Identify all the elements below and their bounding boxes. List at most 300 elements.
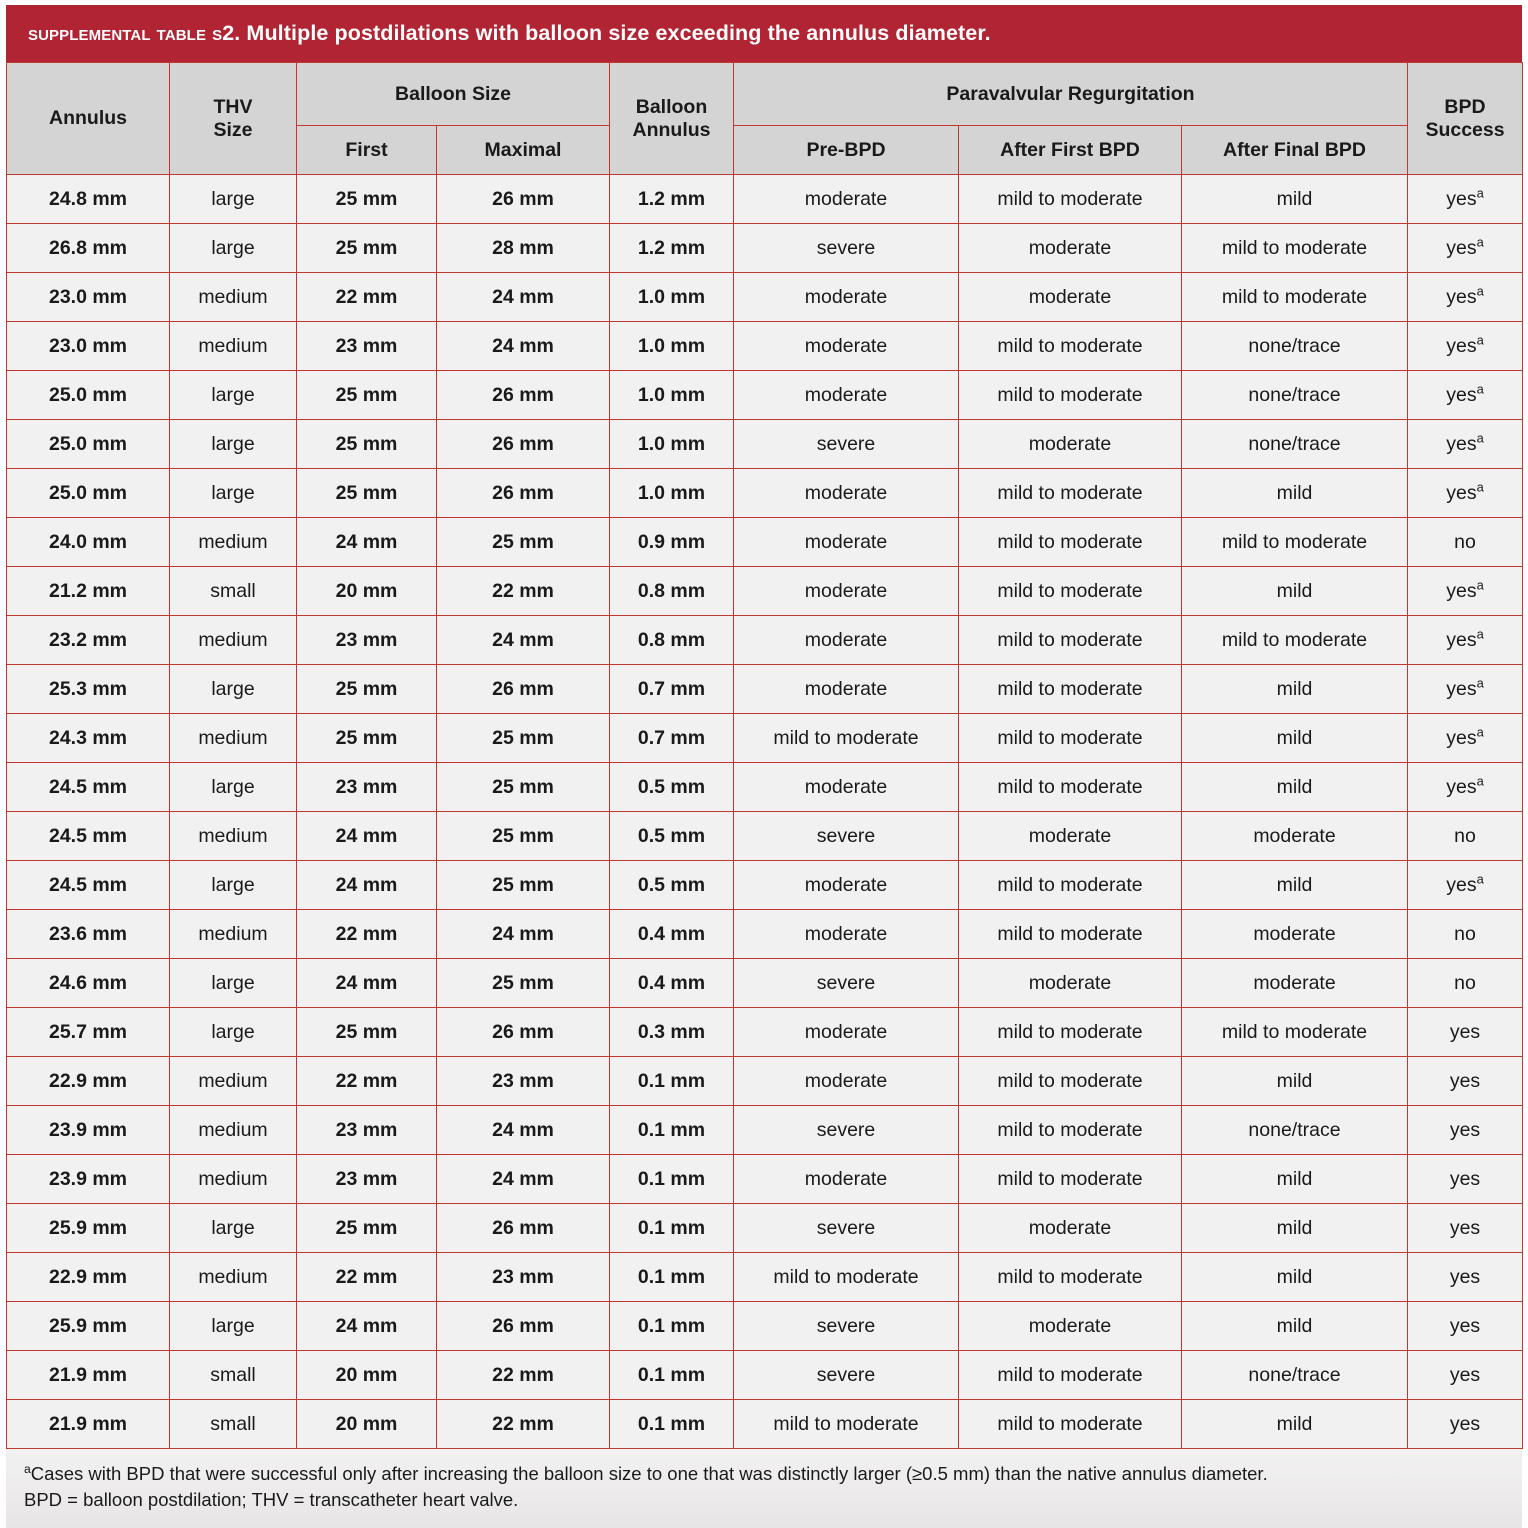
- cell-after-first: moderate: [959, 1302, 1182, 1351]
- cell-after-first: mild to moderate: [959, 910, 1182, 959]
- cell-annulus: 25.0 mm: [7, 469, 170, 518]
- table-row: [7, 616, 1523, 665]
- bpd-success-value: yes: [1446, 432, 1477, 455]
- cell-balloon-annulus: 0.7 mm: [610, 714, 734, 763]
- cell-first: 24 mm: [297, 518, 437, 567]
- cell-annulus: 21.2 mm: [7, 567, 170, 616]
- table-caption-body: Multiple postdilations with balloon size exceeding the annulus diameter.: [240, 21, 991, 45]
- cell-bpd-success: [1408, 175, 1523, 224]
- table-row: [7, 1155, 1523, 1204]
- cell-after-final: mild: [1182, 469, 1408, 518]
- cell-annulus: 21.9 mm: [7, 1351, 170, 1400]
- cell-bpd-success: [1408, 1351, 1523, 1400]
- cell-after-final: none/trace: [1182, 1106, 1408, 1155]
- cell-thv: large: [170, 371, 297, 420]
- cell-first: 20 mm: [297, 567, 437, 616]
- cell-bpd-success: [1408, 224, 1523, 273]
- cell-maximal: 25 mm: [437, 518, 610, 567]
- cell-bpd-success: [1408, 469, 1523, 518]
- cell-balloon-annulus: 0.1 mm: [610, 1057, 734, 1106]
- bpd-success-footnote-marker: a: [1476, 479, 1484, 494]
- column-group-header-paravalvular-regurgitation: Paravalvular Regurgitation: [734, 63, 1408, 126]
- bpd-success-value: yes: [1446, 285, 1477, 308]
- bpd-success-footnote-marker: a: [1476, 577, 1484, 592]
- cell-bpd-success: [1408, 1253, 1523, 1302]
- cell-pre: severe: [734, 1351, 959, 1400]
- cell-maximal: 26 mm: [437, 1008, 610, 1057]
- bpd-success-footnote-marker: a: [1476, 871, 1484, 886]
- bpd-success-value: yes: [1449, 1216, 1481, 1239]
- footnote-text-1: Cases with BPD that were successful only after increasing the balloon size to one that was distinctly larger (≥0.5 mm) than the native annulus diameter.: [30, 1463, 1268, 1484]
- cell-bpd-success: [1408, 420, 1523, 469]
- cell-first: 20 mm: [297, 1351, 437, 1400]
- cell-after-final: moderate: [1182, 910, 1408, 959]
- cell-thv: large: [170, 1008, 297, 1057]
- cell-maximal: 25 mm: [437, 861, 610, 910]
- cell-maximal: 24 mm: [437, 1106, 610, 1155]
- cell-after-first: mild to moderate: [959, 861, 1182, 910]
- cell-annulus: 26.8 mm: [7, 224, 170, 273]
- cell-annulus: 24.5 mm: [7, 812, 170, 861]
- column-header-thv-size: [170, 63, 297, 175]
- cell-annulus: 23.9 mm: [7, 1106, 170, 1155]
- table-row: [7, 371, 1523, 420]
- cell-balloon-annulus: 0.5 mm: [610, 861, 734, 910]
- cell-bpd-success: [1408, 322, 1523, 371]
- cell-pre: moderate: [734, 273, 959, 322]
- column-header-annulus: Annulus: [7, 63, 170, 175]
- cell-after-first: mild to moderate: [959, 665, 1182, 714]
- table-header: [7, 63, 1523, 175]
- bpd-success-value: yes: [1449, 1314, 1481, 1337]
- cell-pre: moderate: [734, 763, 959, 812]
- cell-annulus: 24.3 mm: [7, 714, 170, 763]
- cell-first: 25 mm: [297, 224, 437, 273]
- cell-first: 25 mm: [297, 665, 437, 714]
- cell-pre: severe: [734, 812, 959, 861]
- bpd-success-footnote-marker: a: [1476, 332, 1484, 347]
- cell-bpd-success: [1408, 1008, 1523, 1057]
- cell-maximal: 24 mm: [437, 1155, 610, 1204]
- balloon-annulus-line-1: Balloon: [635, 96, 708, 119]
- cell-maximal: 25 mm: [437, 812, 610, 861]
- cell-thv: medium: [170, 812, 297, 861]
- cell-bpd-success: [1408, 861, 1523, 910]
- cell-first: 23 mm: [297, 1155, 437, 1204]
- table-row: [7, 812, 1523, 861]
- cell-bpd-success: [1408, 714, 1523, 763]
- cell-maximal: 26 mm: [437, 175, 610, 224]
- cell-first: 25 mm: [297, 420, 437, 469]
- cell-balloon-annulus: 1.0 mm: [610, 371, 734, 420]
- table-row: [7, 469, 1523, 518]
- table-row: [7, 763, 1523, 812]
- table-row: [7, 1008, 1523, 1057]
- cell-after-first: mild to moderate: [959, 1057, 1182, 1106]
- cell-balloon-annulus: 0.5 mm: [610, 812, 734, 861]
- bpd-success-value: yes: [1446, 187, 1477, 210]
- bpd-success-value: yes: [1449, 1118, 1481, 1141]
- cell-annulus: 23.0 mm: [7, 273, 170, 322]
- cell-thv: medium: [170, 273, 297, 322]
- cell-first: 24 mm: [297, 812, 437, 861]
- bpd-success-footnote-marker: a: [1476, 675, 1484, 690]
- cell-thv: medium: [170, 1106, 297, 1155]
- cell-balloon-annulus: 1.0 mm: [610, 322, 734, 371]
- cell-first: 22 mm: [297, 910, 437, 959]
- cell-thv: medium: [170, 1057, 297, 1106]
- bpd-success-footnote-marker: a: [1476, 626, 1484, 641]
- cell-bpd-success: [1408, 567, 1523, 616]
- cell-balloon-annulus: 1.2 mm: [610, 175, 734, 224]
- cell-after-final: none/trace: [1182, 420, 1408, 469]
- cell-pre: mild to moderate: [734, 1253, 959, 1302]
- cell-first: 25 mm: [297, 1204, 437, 1253]
- cell-annulus: 22.9 mm: [7, 1253, 170, 1302]
- thv-size-line-1: THV: [213, 96, 253, 119]
- cell-after-first: mild to moderate: [959, 763, 1182, 812]
- cell-maximal: 26 mm: [437, 1302, 610, 1351]
- column-header-after-final-bpd: After Final BPD: [1182, 126, 1408, 175]
- cell-first: 24 mm: [297, 1302, 437, 1351]
- cell-pre: severe: [734, 1106, 959, 1155]
- bpd-success-value: yes: [1446, 873, 1477, 896]
- cell-first: 25 mm: [297, 371, 437, 420]
- cell-after-first: mild to moderate: [959, 175, 1182, 224]
- cell-bpd-success: [1408, 273, 1523, 322]
- cell-annulus: 25.0 mm: [7, 420, 170, 469]
- cell-annulus: 24.5 mm: [7, 861, 170, 910]
- column-header-balloon-first: First: [297, 126, 437, 175]
- cell-first: 24 mm: [297, 861, 437, 910]
- cell-maximal: 23 mm: [437, 1057, 610, 1106]
- bpd-success-value: no: [1454, 824, 1476, 847]
- cell-maximal: 24 mm: [437, 273, 610, 322]
- cell-bpd-success: [1408, 1057, 1523, 1106]
- table-row: [7, 1204, 1523, 1253]
- column-header-bpd-success: [1408, 63, 1523, 175]
- cell-after-final: moderate: [1182, 959, 1408, 1008]
- cell-annulus: 21.9 mm: [7, 1400, 170, 1449]
- cell-balloon-annulus: 1.0 mm: [610, 420, 734, 469]
- cell-pre: moderate: [734, 1008, 959, 1057]
- cell-first: 24 mm: [297, 959, 437, 1008]
- balloon-annulus-line-2: Annulus: [632, 118, 711, 141]
- cell-after-first: mild to moderate: [959, 1351, 1182, 1400]
- table-row: [7, 322, 1523, 371]
- cell-maximal: 26 mm: [437, 420, 610, 469]
- cell-annulus: 23.0 mm: [7, 322, 170, 371]
- table-row: [7, 175, 1523, 224]
- cell-bpd-success: [1408, 910, 1523, 959]
- cell-after-first: mild to moderate: [959, 518, 1182, 567]
- cell-balloon-annulus: 1.0 mm: [610, 273, 734, 322]
- cell-annulus: 23.9 mm: [7, 1155, 170, 1204]
- bpd-success-value: no: [1454, 971, 1476, 994]
- bpd-success-value: yes: [1446, 677, 1477, 700]
- cell-balloon-annulus: 0.1 mm: [610, 1106, 734, 1155]
- cell-first: 23 mm: [297, 322, 437, 371]
- cell-after-first: mild to moderate: [959, 371, 1182, 420]
- cell-after-final: mild: [1182, 714, 1408, 763]
- table-row: [7, 1400, 1523, 1449]
- cell-after-first: mild to moderate: [959, 714, 1182, 763]
- bpd-success-line-1: BPD: [1444, 96, 1486, 119]
- cell-first: 22 mm: [297, 273, 437, 322]
- cell-pre: severe: [734, 1204, 959, 1253]
- cell-thv: medium: [170, 322, 297, 371]
- cell-after-first: mild to moderate: [959, 322, 1182, 371]
- cell-balloon-annulus: 1.2 mm: [610, 224, 734, 273]
- cell-after-final: mild: [1182, 763, 1408, 812]
- cell-first: 25 mm: [297, 1008, 437, 1057]
- cell-after-final: mild: [1182, 861, 1408, 910]
- cell-pre: mild to moderate: [734, 1400, 959, 1449]
- cell-bpd-success: [1408, 1155, 1523, 1204]
- cell-first: 22 mm: [297, 1057, 437, 1106]
- supplemental-table-s2: [6, 62, 1523, 1449]
- bpd-success-value: yes: [1446, 383, 1477, 406]
- bpd-success-value: yes: [1449, 1020, 1481, 1043]
- cell-bpd-success: [1408, 371, 1523, 420]
- cell-pre: moderate: [734, 567, 959, 616]
- cell-pre: moderate: [734, 861, 959, 910]
- cell-annulus: 25.9 mm: [7, 1302, 170, 1351]
- cell-balloon-annulus: 0.1 mm: [610, 1253, 734, 1302]
- cell-bpd-success: [1408, 518, 1523, 567]
- cell-pre: moderate: [734, 469, 959, 518]
- cell-maximal: 22 mm: [437, 567, 610, 616]
- cell-thv: medium: [170, 1155, 297, 1204]
- thv-size-line-2: Size: [213, 118, 253, 141]
- cell-annulus: 25.9 mm: [7, 1204, 170, 1253]
- bpd-success-value: yes: [1449, 1363, 1481, 1386]
- cell-maximal: 26 mm: [437, 665, 610, 714]
- cell-thv: medium: [170, 910, 297, 959]
- cell-balloon-annulus: 0.1 mm: [610, 1155, 734, 1204]
- bpd-success-value: yes: [1449, 1265, 1481, 1288]
- table-row: [7, 420, 1523, 469]
- table-row: [7, 1106, 1523, 1155]
- cell-annulus: 23.2 mm: [7, 616, 170, 665]
- cell-maximal: 25 mm: [437, 763, 610, 812]
- cell-first: 25 mm: [297, 714, 437, 763]
- cell-thv: medium: [170, 616, 297, 665]
- table-row: [7, 910, 1523, 959]
- bpd-success-value: yes: [1446, 628, 1477, 651]
- cell-thv: medium: [170, 518, 297, 567]
- cell-first: 25 mm: [297, 469, 437, 518]
- cell-pre: moderate: [734, 371, 959, 420]
- cell-thv: small: [170, 1351, 297, 1400]
- table-footnotes: [6, 1449, 1522, 1528]
- table-row: [7, 1302, 1523, 1351]
- bpd-success-value: yes: [1446, 775, 1477, 798]
- cell-after-final: mild: [1182, 1400, 1408, 1449]
- table-row: [7, 567, 1523, 616]
- cell-balloon-annulus: 0.1 mm: [610, 1400, 734, 1449]
- cell-thv: large: [170, 175, 297, 224]
- cell-bpd-success: [1408, 959, 1523, 1008]
- cell-pre: severe: [734, 1302, 959, 1351]
- column-group-header-balloon-size: Balloon Size: [297, 63, 610, 126]
- footnote-line-2: BPD = balloon postdilation; THV = transcatheter heart valve.: [24, 1489, 519, 1511]
- cell-after-final: mild: [1182, 665, 1408, 714]
- cell-thv: large: [170, 665, 297, 714]
- table-row: [7, 518, 1523, 567]
- cell-annulus: 24.5 mm: [7, 763, 170, 812]
- cell-after-final: mild to moderate: [1182, 518, 1408, 567]
- cell-balloon-annulus: 0.7 mm: [610, 665, 734, 714]
- cell-maximal: 26 mm: [437, 469, 610, 518]
- cell-annulus: 24.8 mm: [7, 175, 170, 224]
- cell-annulus: 25.0 mm: [7, 371, 170, 420]
- cell-first: 23 mm: [297, 1106, 437, 1155]
- bpd-success-footnote-marker: a: [1476, 283, 1484, 298]
- table-row: [7, 714, 1523, 763]
- cell-thv: large: [170, 224, 297, 273]
- table-row: [7, 665, 1523, 714]
- cell-maximal: 24 mm: [437, 322, 610, 371]
- cell-thv: large: [170, 1204, 297, 1253]
- column-header-after-first-bpd: After First BPD: [959, 126, 1182, 175]
- footnote-line-1: [24, 1461, 1504, 1487]
- bpd-success-value: yes: [1446, 726, 1477, 749]
- column-header-balloon-annulus: [610, 63, 734, 175]
- cell-pre: moderate: [734, 616, 959, 665]
- bpd-success-value: yes: [1449, 1069, 1481, 1092]
- cell-balloon-annulus: 0.5 mm: [610, 763, 734, 812]
- cell-after-first: mild to moderate: [959, 1400, 1182, 1449]
- cell-after-first: moderate: [959, 959, 1182, 1008]
- column-header-balloon-maximal: Maximal: [437, 126, 610, 175]
- bpd-success-value: yes: [1449, 1412, 1481, 1435]
- table-row: [7, 1351, 1523, 1400]
- cell-pre: moderate: [734, 518, 959, 567]
- table-caption: [28, 21, 991, 46]
- cell-bpd-success: [1408, 665, 1523, 714]
- cell-first: 25 mm: [297, 175, 437, 224]
- cell-first: 22 mm: [297, 1253, 437, 1302]
- cell-balloon-annulus: 0.4 mm: [610, 959, 734, 1008]
- header-row-top: [7, 63, 1523, 126]
- table-row: [7, 1253, 1523, 1302]
- cell-bpd-success: [1408, 763, 1523, 812]
- cell-balloon-annulus: 0.8 mm: [610, 567, 734, 616]
- cell-after-final: moderate: [1182, 812, 1408, 861]
- cell-thv: large: [170, 469, 297, 518]
- table-caption-bar: [6, 5, 1522, 62]
- cell-after-first: mild to moderate: [959, 1155, 1182, 1204]
- bpd-success-value: yes: [1449, 1167, 1481, 1190]
- column-header-pre-bpd: Pre-BPD: [734, 126, 959, 175]
- cell-thv: small: [170, 567, 297, 616]
- cell-after-final: none/trace: [1182, 371, 1408, 420]
- bpd-success-footnote-marker: a: [1476, 430, 1484, 445]
- cell-after-first: mild to moderate: [959, 567, 1182, 616]
- cell-after-final: mild: [1182, 1204, 1408, 1253]
- bpd-success-footnote-marker: a: [1476, 773, 1484, 788]
- cell-thv: medium: [170, 714, 297, 763]
- bpd-success-value: yes: [1446, 481, 1477, 504]
- cell-after-final: mild to moderate: [1182, 273, 1408, 322]
- cell-maximal: 24 mm: [437, 616, 610, 665]
- cell-bpd-success: [1408, 1400, 1523, 1449]
- cell-pre: severe: [734, 420, 959, 469]
- cell-thv: large: [170, 861, 297, 910]
- cell-after-final: none/trace: [1182, 1351, 1408, 1400]
- bpd-success-footnote-marker: a: [1476, 381, 1484, 396]
- table-row: [7, 861, 1523, 910]
- cell-after-final: mild: [1182, 175, 1408, 224]
- cell-thv: large: [170, 1302, 297, 1351]
- cell-maximal: 26 mm: [437, 1204, 610, 1253]
- bpd-success-value: yes: [1446, 334, 1477, 357]
- cell-after-first: mild to moderate: [959, 1253, 1182, 1302]
- cell-after-first: moderate: [959, 812, 1182, 861]
- cell-maximal: 26 mm: [437, 371, 610, 420]
- bpd-success-value: yes: [1446, 579, 1477, 602]
- bpd-success-value: yes: [1446, 236, 1477, 259]
- cell-after-first: moderate: [959, 273, 1182, 322]
- cell-after-first: mild to moderate: [959, 1106, 1182, 1155]
- cell-first: 23 mm: [297, 616, 437, 665]
- cell-after-first: mild to moderate: [959, 616, 1182, 665]
- cell-after-first: moderate: [959, 224, 1182, 273]
- table-caption-label: supplemental table s2.: [28, 21, 241, 45]
- table-row: [7, 1057, 1523, 1106]
- cell-after-final: mild: [1182, 1155, 1408, 1204]
- cell-pre: moderate: [734, 910, 959, 959]
- cell-after-final: mild: [1182, 567, 1408, 616]
- bpd-success-value: no: [1454, 922, 1476, 945]
- cell-balloon-annulus: 0.9 mm: [610, 518, 734, 567]
- cell-annulus: 25.7 mm: [7, 1008, 170, 1057]
- cell-bpd-success: [1408, 1106, 1523, 1155]
- cell-after-final: none/trace: [1182, 322, 1408, 371]
- cell-pre: mild to moderate: [734, 714, 959, 763]
- table-row: [7, 959, 1523, 1008]
- cell-bpd-success: [1408, 1302, 1523, 1351]
- cell-pre: moderate: [734, 1155, 959, 1204]
- bpd-success-footnote-marker: a: [1476, 185, 1484, 200]
- cell-maximal: 25 mm: [437, 959, 610, 1008]
- cell-bpd-success: [1408, 616, 1523, 665]
- cell-balloon-annulus: 0.4 mm: [610, 910, 734, 959]
- cell-first: 20 mm: [297, 1400, 437, 1449]
- cell-annulus: 24.0 mm: [7, 518, 170, 567]
- cell-pre: moderate: [734, 665, 959, 714]
- cell-balloon-annulus: 0.3 mm: [610, 1008, 734, 1057]
- cell-after-first: moderate: [959, 420, 1182, 469]
- bpd-success-footnote-marker: a: [1476, 724, 1484, 739]
- cell-thv: large: [170, 959, 297, 1008]
- cell-pre: moderate: [734, 322, 959, 371]
- cell-annulus: 22.9 mm: [7, 1057, 170, 1106]
- cell-pre: moderate: [734, 1057, 959, 1106]
- cell-balloon-annulus: 0.1 mm: [610, 1351, 734, 1400]
- cell-thv: small: [170, 1400, 297, 1449]
- bpd-success-value: no: [1454, 530, 1476, 553]
- cell-maximal: 22 mm: [437, 1400, 610, 1449]
- cell-maximal: 28 mm: [437, 224, 610, 273]
- cell-first: 23 mm: [297, 763, 437, 812]
- cell-annulus: 23.6 mm: [7, 910, 170, 959]
- table-row: [7, 224, 1523, 273]
- cell-after-final: mild: [1182, 1302, 1408, 1351]
- cell-annulus: 25.3 mm: [7, 665, 170, 714]
- cell-after-first: mild to moderate: [959, 469, 1182, 518]
